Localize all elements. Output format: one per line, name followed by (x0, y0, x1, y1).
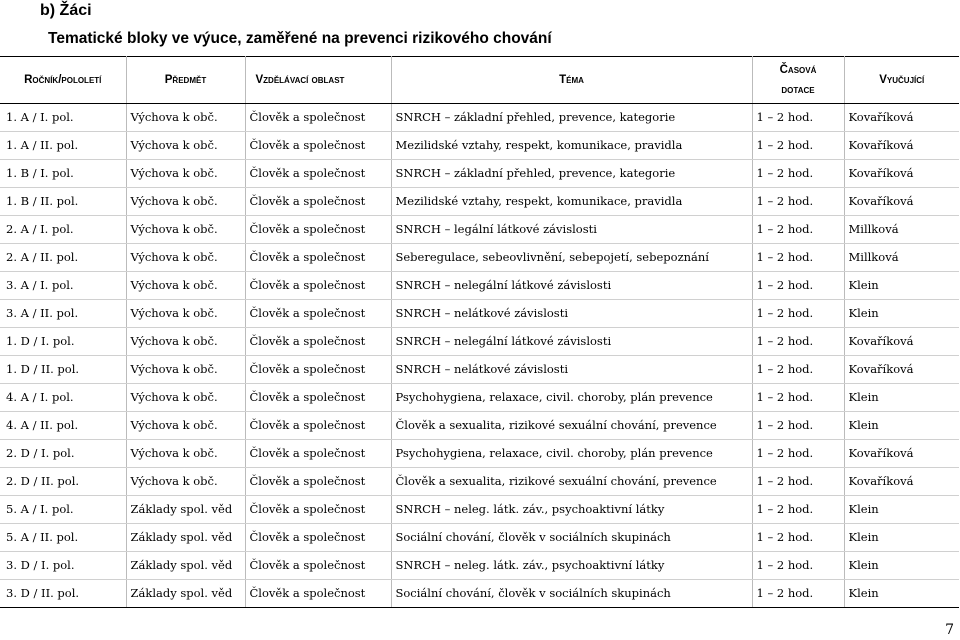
cell-grade: 1. B / I. pol. (0, 160, 126, 188)
cell-grade: 2. D / II. pol. (0, 468, 126, 496)
cell-teacher: Klein (844, 300, 959, 328)
header-teacher: Vyučující (844, 57, 959, 104)
table-row (0, 244, 959, 272)
cell-area: Člověk a společnost (245, 272, 391, 300)
section-subheading: Tematické bloky ve výuce, zaměřené na prevenci rizikového chování (48, 30, 552, 47)
cell-time: 1 – 2 hod. (752, 412, 844, 440)
cell-teacher: Kovaříková (844, 132, 959, 160)
cell-teacher: Klein (844, 272, 959, 300)
cell-grade: 3. A / I. pol. (0, 272, 126, 300)
cell-grade: 2. A / I. pol. (0, 216, 126, 244)
cell-area: Člověk a společnost (245, 188, 391, 216)
cell-grade: 1. D / I. pol. (0, 328, 126, 356)
cell-topic: SNRCH – legální látkové závislosti (391, 216, 752, 244)
cell-topic: Seberegulace, sebeovlivnění, sebepojetí, sebepoznání (391, 244, 752, 272)
cell-area: Člověk a společnost (245, 384, 391, 412)
cell-teacher: Kovaříková (844, 104, 959, 132)
cell-topic: SNRCH – neleg. látk. záv., psychoaktivní látky (391, 552, 752, 580)
cell-grade: 4. A / II. pol. (0, 412, 126, 440)
cell-topic: SNRCH – základní přehled, prevence, kategorie (391, 160, 752, 188)
header-topic: Téma (391, 57, 752, 104)
header-time (752, 57, 844, 104)
cell-teacher: Kovaříková (844, 356, 959, 384)
cell-area: Člověk a společnost (245, 356, 391, 384)
cell-time: 1 – 2 hod. (752, 580, 844, 608)
cell-grade: 3. D / I. pol. (0, 552, 126, 580)
thematic-blocks-table (0, 56, 959, 608)
header-subject: Předmět (126, 57, 245, 104)
cell-teacher: Kovaříková (844, 328, 959, 356)
cell-time: 1 – 2 hod. (752, 496, 844, 524)
cell-area: Člověk a společnost (245, 412, 391, 440)
cell-teacher: Klein (844, 384, 959, 412)
cell-subject: Výchova k obč. (126, 440, 245, 468)
cell-teacher: Millková (844, 244, 959, 272)
header-time-line1: Časová (779, 64, 817, 76)
cell-area: Člověk a společnost (245, 552, 391, 580)
table-header-row (0, 57, 959, 104)
cell-time: 1 – 2 hod. (752, 132, 844, 160)
cell-subject: Výchova k obč. (126, 244, 245, 272)
cell-subject: Výchova k obč. (126, 160, 245, 188)
cell-teacher: Klein (844, 552, 959, 580)
cell-time: 1 – 2 hod. (752, 160, 844, 188)
cell-topic: SNRCH – neleg. látk. záv., psychoaktivní látky (391, 496, 752, 524)
cell-grade: 2. A / II. pol. (0, 244, 126, 272)
cell-topic: Sociální chování, člověk v sociálních skupinách (391, 524, 752, 552)
cell-time: 1 – 2 hod. (752, 524, 844, 552)
table-row (0, 272, 959, 300)
table-row (0, 356, 959, 384)
cell-topic: SNRCH – základní přehled, prevence, kategorie (391, 104, 752, 132)
cell-topic: SNRCH – nelátkové závislosti (391, 300, 752, 328)
cell-subject: Základy spol. věd (126, 580, 245, 608)
cell-area: Člověk a společnost (245, 104, 391, 132)
table-row (0, 580, 959, 608)
cell-teacher: Klein (844, 580, 959, 608)
table-row (0, 300, 959, 328)
cell-grade: 2. D / I. pol. (0, 440, 126, 468)
cell-time: 1 – 2 hod. (752, 552, 844, 580)
cell-time: 1 – 2 hod. (752, 188, 844, 216)
header-area: Vzdělávací oblast (245, 57, 391, 104)
cell-grade: 1. A / II. pol. (0, 132, 126, 160)
cell-subject: Výchova k obč. (126, 132, 245, 160)
cell-teacher: Klein (844, 496, 959, 524)
cell-grade: 1. D / II. pol. (0, 356, 126, 384)
cell-time: 1 – 2 hod. (752, 244, 844, 272)
header-time-line2: dotace (781, 84, 815, 96)
cell-area: Člověk a společnost (245, 440, 391, 468)
table-row (0, 552, 959, 580)
cell-subject: Výchova k obč. (126, 356, 245, 384)
table-body (0, 104, 959, 608)
cell-grade: 5. A / II. pol. (0, 524, 126, 552)
cell-teacher: Kovaříková (844, 468, 959, 496)
cell-topic: Mezilidské vztahy, respekt, komunikace, pravidla (391, 132, 752, 160)
cell-grade: 1. B / II. pol. (0, 188, 126, 216)
cell-subject: Výchova k obč. (126, 188, 245, 216)
cell-teacher: Millková (844, 216, 959, 244)
table-row (0, 160, 959, 188)
cell-time: 1 – 2 hod. (752, 104, 844, 132)
cell-subject: Výchova k obč. (126, 104, 245, 132)
cell-subject: Výchova k obč. (126, 468, 245, 496)
table-row (0, 132, 959, 160)
cell-area: Člověk a společnost (245, 580, 391, 608)
cell-time: 1 – 2 hod. (752, 328, 844, 356)
cell-subject: Výchova k obč. (126, 384, 245, 412)
cell-subject: Základy spol. věd (126, 496, 245, 524)
cell-subject: Základy spol. věd (126, 552, 245, 580)
cell-teacher: Kovaříková (844, 160, 959, 188)
cell-subject: Výchova k obč. (126, 412, 245, 440)
cell-area: Člověk a společnost (245, 244, 391, 272)
cell-teacher: Kovaříková (844, 188, 959, 216)
cell-grade: 1. A / I. pol. (0, 104, 126, 132)
cell-topic: Psychohygiena, relaxace, civil. choroby, plán prevence (391, 384, 752, 412)
table-row (0, 440, 959, 468)
cell-topic: Člověk a sexualita, rizikové sexuální chování, prevence (391, 468, 752, 496)
cell-time: 1 – 2 hod. (752, 300, 844, 328)
cell-subject: Výchova k obč. (126, 272, 245, 300)
cell-area: Člověk a společnost (245, 496, 391, 524)
table-row (0, 104, 959, 132)
cell-grade: 4. A / I. pol. (0, 384, 126, 412)
cell-topic: Člověk a sexualita, rizikové sexuální chování, prevence (391, 412, 752, 440)
cell-topic: SNRCH – nelátkové závislosti (391, 356, 752, 384)
header-grade: Ročník/pololetí (0, 57, 126, 104)
cell-area: Člověk a společnost (245, 216, 391, 244)
cell-topic: SNRCH – nelegální látkové závislosti (391, 272, 752, 300)
table-row (0, 468, 959, 496)
cell-topic: SNRCH – nelegální látkové závislosti (391, 328, 752, 356)
cell-grade: 3. A / II. pol. (0, 300, 126, 328)
table-row (0, 384, 959, 412)
table-row (0, 216, 959, 244)
cell-area: Člověk a společnost (245, 328, 391, 356)
cell-area: Člověk a společnost (245, 468, 391, 496)
table-row (0, 412, 959, 440)
cell-time: 1 – 2 hod. (752, 216, 844, 244)
cell-area: Člověk a společnost (245, 132, 391, 160)
cell-topic: Psychohygiena, relaxace, civil. choroby, plán prevence (391, 440, 752, 468)
table-row (0, 328, 959, 356)
cell-time: 1 – 2 hod. (752, 468, 844, 496)
section-heading: b) Žáci (40, 2, 92, 19)
page-number: 7 (945, 622, 954, 638)
cell-subject: Základy spol. věd (126, 524, 245, 552)
cell-time: 1 – 2 hod. (752, 440, 844, 468)
cell-time: 1 – 2 hod. (752, 356, 844, 384)
cell-time: 1 – 2 hod. (752, 272, 844, 300)
table-row (0, 524, 959, 552)
cell-teacher: Klein (844, 524, 959, 552)
cell-area: Člověk a společnost (245, 524, 391, 552)
cell-topic: Mezilidské vztahy, respekt, komunikace, pravidla (391, 188, 752, 216)
cell-time: 1 – 2 hod. (752, 384, 844, 412)
cell-subject: Výchova k obč. (126, 216, 245, 244)
cell-area: Člověk a společnost (245, 300, 391, 328)
table-row (0, 188, 959, 216)
cell-grade: 5. A / I. pol. (0, 496, 126, 524)
cell-teacher: Klein (844, 412, 959, 440)
cell-subject: Výchova k obč. (126, 328, 245, 356)
cell-area: Člověk a společnost (245, 160, 391, 188)
cell-teacher: Kovaříková (844, 440, 959, 468)
cell-subject: Výchova k obč. (126, 300, 245, 328)
cell-topic: Sociální chování, člověk v sociálních skupinách (391, 580, 752, 608)
table-row (0, 496, 959, 524)
cell-grade: 3. D / II. pol. (0, 580, 126, 608)
